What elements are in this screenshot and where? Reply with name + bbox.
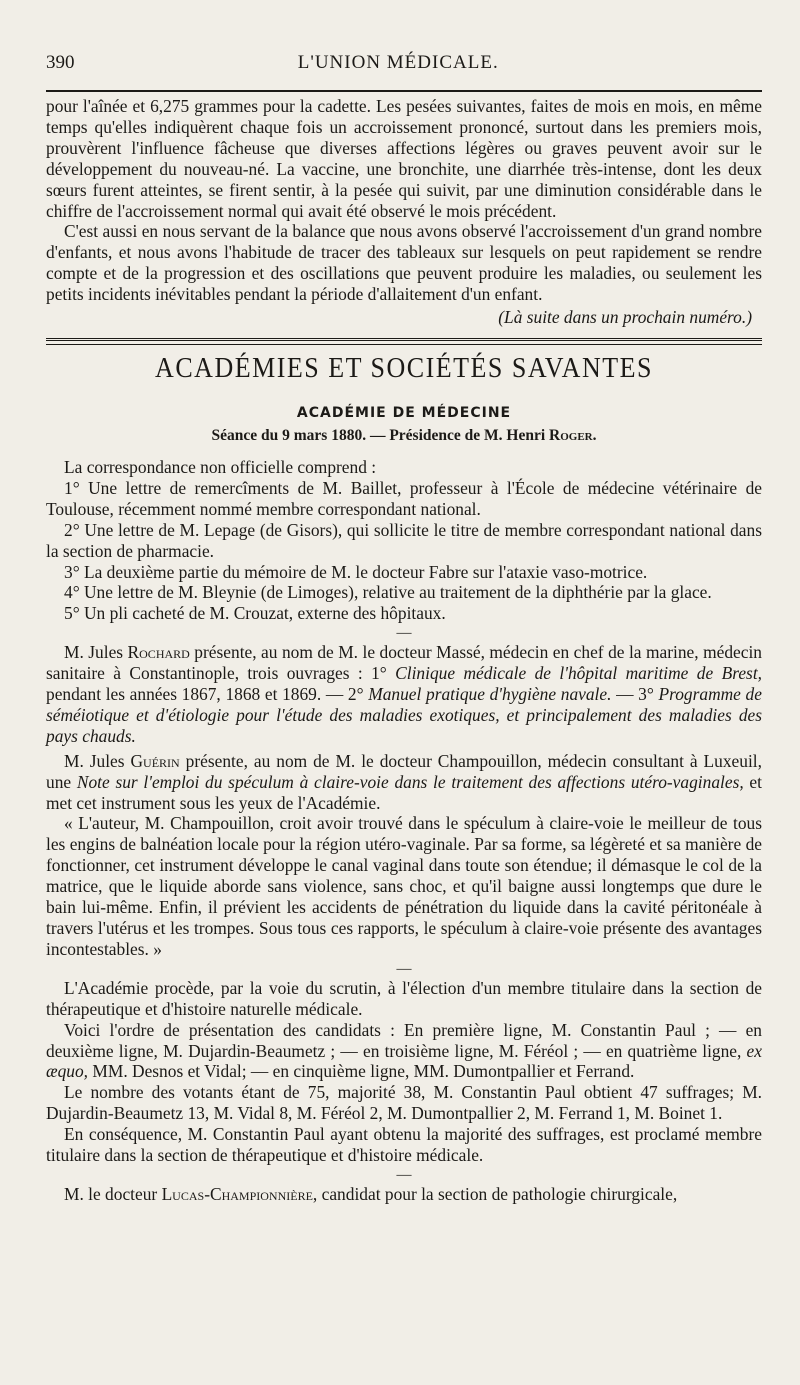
session-line (46, 427, 762, 445)
ex-aequo: ex æquo, (46, 1040, 762, 1082)
header-rule (46, 90, 762, 92)
election-paragraph-4: En conséquence, M. Constantin Paul ayant obtenu la majorité des suffrages, est proclamé membre titulaire dans la section de thérapeutique et d'histoire médicale. (46, 1124, 762, 1166)
intro-paragraph-2: C'est aussi en nous servant de la balance que nous avons observé l'accroissement d'un grand nombre d'enfants, et nous avons l'habitude de tracer des tableaux sur lesquels on peut rapidement se rendre compte et de la progression et des oscillations que peuvent produire les maladies, ou seulement les petits incidents inévitables pendant la période d'allaitement d'un enfant. (46, 221, 762, 305)
session-prefix: Séance du 9 mars 1880. — Présidence de M. Henri (211, 426, 550, 444)
separator-dash: — (396, 960, 412, 977)
rochard-title-1: Clinique médicale de l'hôpital maritime de Brest, (395, 663, 762, 684)
running-title: L'UNION MÉDICALE. (297, 52, 499, 73)
election-candidates-1: Voici l'ordre de présentation des candidats : En première ligne, M. Constantin Paul ; — en deuxième ligne, M. Dujardin-Beaumetz ; — en troisième ligne, M. Féréol ; — en quatrième ligne, (46, 1019, 762, 1061)
closing-lead: M. le docteur (64, 1183, 162, 1204)
correspondence-item: 5° Un pli cacheté de M. Crouzat, externe des hôpitaux. (64, 603, 446, 624)
champouillon-quote: « L'auteur, M. Champouillon, croit avoir trouvé dans le spéculum à claire-voie le meilleur de tous les engins de balnéation locale pour la région utéro-vaginale. Par sa forme, sa légèreté et sa manière de fonctionner, cet instrument développe le canal vaginal dans toute son étendue; il démasque le col de la matrice, que le liquide aborde sans violence, sans choc, et qu'il baigne aussi longtemps que dure le bain lui-même. Enfin, il prévient les accidents de pénétration du liquide dans la cavité péritonéale à travers l'utérus et les trompes. Sous tous ces rapports, le spéculum à claire-voie présente des avantages incontestables. » (46, 813, 762, 959)
rochard-text-3: — 3° (611, 684, 659, 705)
closing-paragraph (46, 1184, 762, 1205)
session-suffix: . (592, 426, 597, 444)
rochard-title-2: Manuel pratique d'hygiène navale. (368, 684, 612, 705)
rochard-paragraph (46, 642, 762, 747)
correspondence-intro: La correspondance non officielle comprend : (64, 456, 377, 477)
president-name: Roger (549, 426, 593, 444)
election-paragraph-3: Le nombre des votants étant de 75, majorité 38, M. Constantin Paul obtient 47 suffrages; M. Dujardin-Beaumetz 13, M. Vidal 8, M. Féréol 2, M. Dumontpallier 2, M. Ferrand 1, M. Boinet 1. (46, 1082, 762, 1124)
guerin-text-1: présente, au nom de M. le docteur Champouillon, médecin consultant à Luxeuil, une (46, 750, 762, 792)
continuation-note: (Là suite dans un prochain numéro.) (498, 307, 752, 328)
correspondence-item: 1° Une lettre de remercîments de M. Baillet, professeur à l'École de médecine vétérinaire de Toulouse, récemment nommé membre correspondant national. (46, 477, 762, 519)
correspondence-item: 2° Une lettre de M. Lepage (de Gisors), qui sollicite le titre de membre correspondant national dans la section de pharmacie. (46, 519, 762, 561)
guerin-text-2: et met cet instrument sous les yeux de l'Académie. (46, 771, 762, 813)
section-divider (46, 338, 762, 345)
guerin-note-title: Note sur l'emploi du spéculum à claire-voie dans le traitement des affections utéro-vaginales, (76, 771, 744, 792)
rochard-lead: M. Jules (64, 642, 128, 663)
section-title: ACADÉMIES ET SOCIÉTÉS SAVANTES (155, 351, 653, 384)
correspondence-item: 4° Une lettre de M. Bleynie (de Limoges), relative au traitement de la diphthérie par la glace. (64, 582, 712, 603)
academy-title: ACADÉMIE DE MÉDECINE (296, 404, 512, 421)
separator-dash: — (396, 625, 412, 642)
page-number: 390 (46, 52, 75, 73)
closing-text: , candidat pour la section de pathologie chirurgicale, (312, 1183, 678, 1204)
rochard-name: Rochard (127, 642, 190, 663)
closing-name: Lucas-Championnière (161, 1183, 313, 1204)
rochard-title-3: Programme de séméiotique et d'étiologie pour l'étude des maladies exotiques, et principalement des maladies des pays chauds. (46, 684, 762, 746)
election-paragraph-2 (46, 1020, 762, 1083)
guerin-paragraph (46, 751, 762, 814)
election-candidates-2: MM. Desnos et Vidal; — en cinquième ligne, MM. Dumontpallier et Ferrand. (88, 1061, 635, 1082)
rochard-text-2: pendant les années 1867, 1868 et 1869. — 2° (46, 684, 369, 705)
correspondence-item: 3° La deuxième partie du mémoire de M. le docteur Fabre sur l'ataxie vaso-motrice. (64, 561, 648, 582)
guerin-name: Guérin (130, 750, 180, 771)
intro-paragraph-1: pour l'aînée et 6,275 grammes pour la cadette. Les pesées suivantes, faites de mois en mois, en même temps qu'elles indiquèrent chaque fois un accroissement prononcé, surtout dans les premiers mois, prouvèrent l'influence fâcheuse que diverses affections légères ou graves peuvent avoir sur le développement du nouveau-né. La vaccine, une bronchite, une diarrhée très-intense, dont les deux sœurs furent atteintes, se firent sentir, à la pesée qui suivit, par une diminution considérable dans le chiffre de l'accroissement normal qui avait été observé le mois précédent. (46, 96, 762, 221)
election-paragraph-1: L'Académie procède, par la voie du scrutin, à l'élection d'un membre titulaire dans la section de thérapeutique et d'histoire naturelle médicale. (46, 977, 762, 1019)
rochard-text-1: présente, au nom de M. le docteur Massé, médecin en chef de la marine, médecin sanitaire à Constantinople, trois ouvrages : 1° (46, 642, 762, 684)
separator-dash: — (396, 1166, 412, 1183)
page-header (46, 52, 762, 80)
correspondence-list (46, 457, 762, 624)
guerin-lead: M. Jules (64, 750, 131, 771)
